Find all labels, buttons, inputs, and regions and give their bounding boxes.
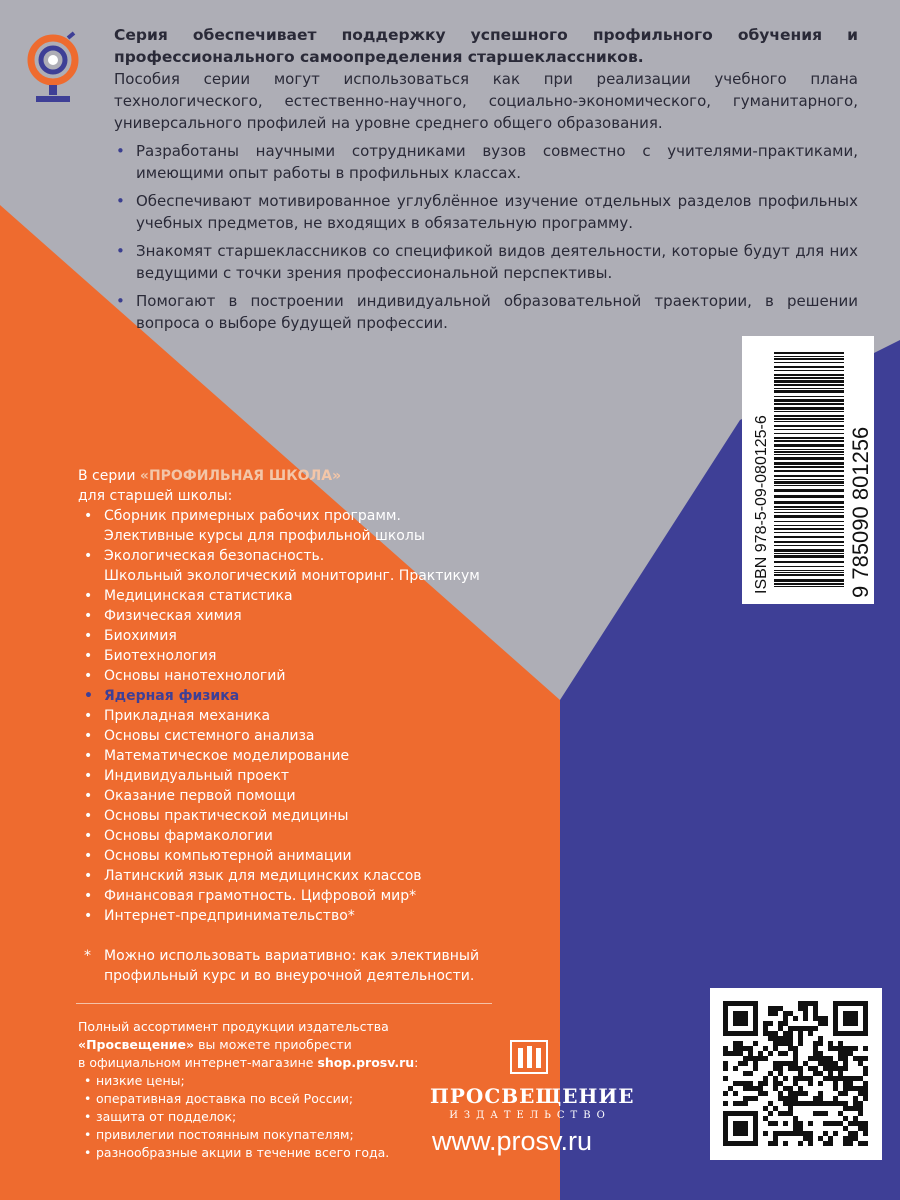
series-item: • Экологическая безопасность. Школьный экологический мониторинг. Практикум (84, 548, 480, 584)
series-heading: В серии «ПРОФИЛЬНАЯ ШКОЛА» (78, 468, 342, 484)
series-note: * Можно использовать вариативно: как элективный профильный курс и во внеурочной деятельности. (84, 948, 480, 984)
isbn-label: ISBN 978-5-09-080125-6 (753, 415, 770, 594)
divider (76, 1003, 492, 1004)
series-logo-icon (22, 30, 84, 112)
series-item: • Биотехнология (84, 648, 217, 664)
barcode (742, 336, 874, 604)
series-item: • Основы практической медицины (84, 808, 349, 824)
series-item: • Латинский язык для медицинских классов (84, 868, 422, 884)
series-name: «ПРОФИЛЬНАЯ ШКОЛА» (139, 468, 342, 484)
qr-code-icon (710, 988, 882, 1160)
series-item: • Основы системного анализа (84, 728, 315, 744)
intro-paragraph: Пособия серии могут использоваться как при реализации учебного плана технологического, естественно-научного, социально-экономического, гуманитарного, универсального профилей на уровне среднего общего образования. (114, 70, 858, 132)
intro-lead: Серия обеспечивает поддержку успешного профильного обучения и профессионального самоопределения старшеклассников. (114, 26, 858, 66)
series-item: • Прикладная механика (84, 708, 271, 724)
series-item: • Основы фармакологии (84, 828, 273, 844)
series-item: • Сборник примерных рабочих программ. Элективные курсы для профильной школы (84, 508, 425, 544)
series-item: • Физическая химия (84, 608, 242, 624)
shop-link[interactable]: shop.prosv.ru (317, 1055, 415, 1070)
shop-benefits (78, 1072, 438, 1162)
series-list-block (78, 466, 518, 926)
series-item: • Финансовая грамотность. Цифровой мир* (84, 888, 417, 904)
series-item: • Основы компьютерной анимации (84, 848, 352, 864)
intro-block (114, 24, 858, 340)
series-item: • Основы нанотехнологий (84, 668, 286, 684)
series-item: • Индивидуальный проект (84, 768, 290, 784)
publisher-url[interactable]: www.prosv.ru (432, 1126, 593, 1156)
barcode-digits: 9 785090 801256 (848, 426, 873, 598)
series-items (78, 506, 518, 926)
intro-bullet: • Помогают в построении индивидуальной образовательной траектории, в решении вопроса о выборе будущей профессии. (116, 292, 858, 332)
shop-info: Полный ассортимент продукции издательства «Просвещение» вы можете приобрести в официальном интернет-магазине shop.prosv.ru: • низкие цены; • оперативная доставка по всей России; • защита от подделок; • привилегии постоянным покупателям; • разнообразные акции в течение всего года. (78, 1018, 438, 1162)
intro-bullet: • Обеспечивают мотивированное углублённое изучение отдельных разделов профильных учебных предметов, не входящих в обязательную программу. (116, 192, 858, 232)
shop-benefit-item: • защита от подделок; (84, 1109, 237, 1124)
shop-benefit-item: • низкие цены; (84, 1073, 185, 1088)
intro-bullet: • Разработаны научными сотрудниками вузов совместно с учителями-практиками, имеющими опыт работы в профильных классах. (116, 142, 858, 182)
shop-benefit-item: • привилегии постоянным покупателям; (84, 1127, 354, 1142)
intro-bullets (114, 140, 858, 334)
series-item-active: • Ядерная физика (84, 688, 240, 704)
publisher-emblem-icon (510, 1040, 548, 1074)
intro-bullet: • Знакомят старшеклассников со спецификой видов деятельности, которые будут для них ведущими с точки зрения профессиональной перспективы. (116, 242, 858, 282)
qr-code (710, 988, 882, 1160)
series-item: • Интернет-предпринимательство* (84, 908, 355, 924)
publisher-subtitle: ИЗДАТЕЛЬСТВО (449, 1110, 611, 1121)
shop-benefit-item: • оперативная доставка по всей России; (84, 1091, 354, 1106)
publisher-name: ПРОСВЕЩЕНИЕ (430, 1084, 635, 1108)
shop-benefit-item: • разнообразные акции в течение всего года. (84, 1145, 390, 1160)
series-item: • Биохимия (84, 628, 177, 644)
series-item: • Медицинская статистика (84, 588, 293, 604)
series-item: • Математическое моделирование (84, 748, 350, 764)
series-item: • Оказание первой помощи (84, 788, 296, 804)
barcode-bars (774, 352, 844, 587)
series-subheading: для старшей школы: (78, 488, 233, 504)
